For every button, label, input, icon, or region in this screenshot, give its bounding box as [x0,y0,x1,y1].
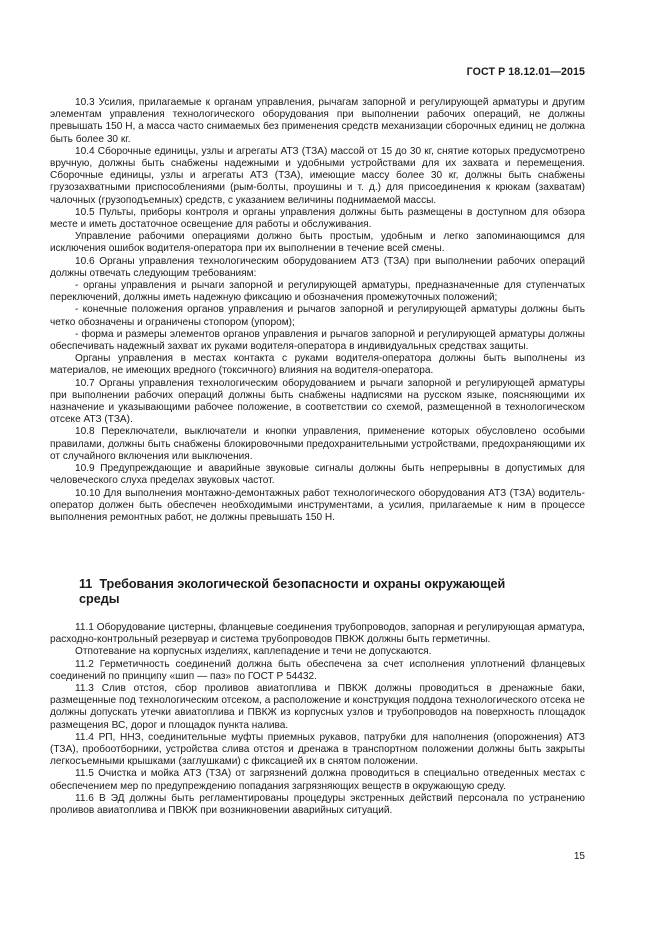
paragraph-11-1-note: Отпотевание на корпусных изделиях, каплепадение и течи не допускаются. [75,646,432,658]
paragraph-10-5-control: Управление рабочими операциями должно быть простым, удобным и легко запоминающимся для исключения ошибок водителя-оператора при их выполнении в течение всей смены. [50,231,585,255]
paragraph-11-1: 11.1 Оборудование цистерны, фланцевые соединения трубопроводов, запорная и регулирующая арматура, расходно-контрольный резервуар и система трубопроводов ПВКЖ должны быть герметичны. [50,622,585,646]
standard-designation: ГОСТ Р 18.12.01—2015 [466,66,585,78]
list-item-10-6-c: - форма и размеры элементов органов управления и рычагов запорной и регулирующей арматуры должны обеспечивать надежный захват их руками водителя-оператора в индивидуальных средствах защиты. [50,328,585,353]
paragraph-10-10: 10.10 Для выполнения монтажно-демонтажных работ технологического оборудования АТЗ (ТЗА) водитель-оператор должен быть обеспечен необходимыми инструментами, а усилия, прилагаемые к ним в процессе выполнения ремонтных работ, не должны превышать 150 Н. [50,487,585,523]
paragraph-10-3: 10.3 Усилия, прилагаемые к органам управления, рычагам запорной и регулирующей арматуры и другим элементам управления технологического оборудования при выполнении рабочих операций, не должны превышать 150 Н, а масса часто снимаемых без применения средств механизации сборочных единиц не должна быть более 30 кг. [50,97,585,145]
paragraph-10-6: 10.6 Органы управления технологическим оборудованием АТЗ (ТЗА) при выполнении рабочих операций должны отвечать следующим требованиям: [50,255,585,279]
paragraph-11-5: 11.5 Очистка и мойка АТЗ (ТЗА) от загрязнений должна проводиться в специально отведенных местах с обеспечением мер по предупреждению попадания загрязняющих веществ в окружающую среду. [50,768,585,792]
paragraph-10-6-materials: Органы управления в местах контакта с руками водителя-оператора должны быть выполнены из материалов, не имеющих вредного (токсичного) влияния на водителя-оператора. [50,353,585,377]
section-11-text [50,622,585,817]
paragraph-10-5: 10.5 Пульты, приборы контроля и органы управления должны быть размещены в доступном для обзора месте и иметь достаточное освещение для работы и обслуживания. [50,206,585,231]
paragraph-11-6: 11.6 В ЭД должны быть регламентированы процедуры экстренных действий персонала по устранению проливов авиатоплива и ПВКЖ при возникновении аварийных ситуаций. [50,792,585,817]
paragraph-11-3: 11.3 Слив отстоя, сбор проливов авиатоплива и ПВКЖ должны проводиться в дренажные баки, размещенные под технологическим отсеком, а расположение и конструкция поддона технологического отсека не должны допускать утечки авиатоплива и ПВКЖ из корпусных узлов и трубопроводов на поверхность площадок размещения ВС, дорог и площадок пункта налива. [50,683,585,731]
list-item-10-6-a: - органы управления и рычаги запорной и регулирующей арматуры, предназначенные для ступенчатых переключений, должны иметь надежную фиксацию и обозначения промежуточных положений; [50,280,585,304]
paragraph-10-4: 10.4 Сборочные единицы, узлы и агрегаты АТЗ (ТЗА) массой от 15 до 30 кг, снятие которых предусмотрено вручную, должны быть снабжены надежными и удобными устройствами для их захвата и перемещения. Сборочные единицы, узлы и агрегаты АТЗ (ТЗА), имеющие массу более 30 кг, должны быть снабжены грузозахватными приспособлениями (рым-болты, проушины и т. д.) для присоединения к крюкам (захватам) чалочных (грузоподъемных) средств, с указанием величины поднимаемой массы. [50,145,585,206]
section-11-number: 11 [79,577,93,591]
section-11-title: Требования экологической безопасности и охраны окружающей среды [79,577,506,606]
page-number: 15 [573,851,585,862]
section-11-heading [79,577,549,607]
list-item-10-6-b: - конечные положения органов управления и рычагов запорной и регулирующей арматуры должны быть четко обозначены и ограничены стопором (упором); [50,304,585,328]
paragraph-10-7: 10.7 Органы управления технологическим оборудованием и рычаги запорной и регулирующей арматуры при выполнении рабочих операций должны быть снабжены надписями на русском языке, поясняющими их назначение и указывающими рабочее положение, в соответствии со схемой, размещенной в технологическом отсеке АТЗ (ТЗА). [50,377,585,426]
paragraph-11-4: 11.4 РП, ННЗ, соединительные муфты приемных рукавов, патрубки для наполнения (опорожнения) АТЗ (ТЗА), пробоотборники, устройства слива отстоя и дренажа в транспортном положении должны быть закрыты легкосъемными крышками (заглушками) с фиксацией их в снятом положении. [50,731,585,768]
paragraph-10-8: 10.8 Переключатели, выключатели и кнопки управления, применение которых обусловлено особыми правилами, должны быть снабжены блокировочными предохранительными устройствами, предохраняющими их от случайного включения или выключения. [50,426,585,462]
paragraph-10-9: 10.9 Предупреждающие и аварийные звуковые сигналы должны быть непрерывны в допустимых для человеческого слуха пределах звуковых частот. [50,463,585,487]
section-10-text [50,97,585,524]
paragraph-11-2: 11.2 Герметичность соединений должна быть обеспечена за счет исполнения уплотнений фланцевых соединений по принципу «шип — паз» по ГОСТ Р 54432. [50,658,585,682]
